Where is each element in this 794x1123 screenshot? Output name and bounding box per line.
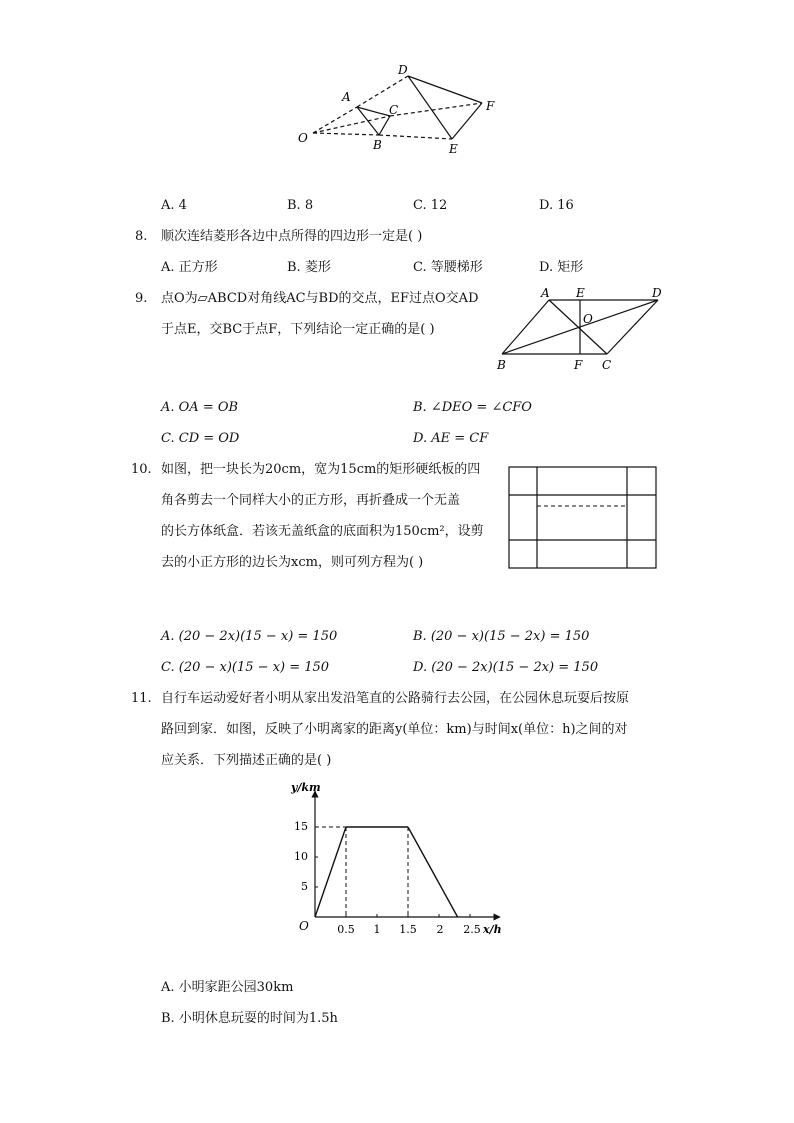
q10-option-b[interactable]: B. (20 − x)(15 − 2x) = 150 bbox=[413, 629, 590, 644]
q10-option-d[interactable]: D. (20 − 2x)(15 − 2x) = 150 bbox=[413, 660, 599, 675]
q8-option-b[interactable]: B. 菱形 bbox=[287, 260, 331, 275]
q10-option-a[interactable]: A. (20 − 2x)(15 − x) = 150 bbox=[161, 629, 338, 644]
q10-stem-line1: 如图，把一块长为20cm，宽为15cm的矩形硬纸板的四 bbox=[161, 462, 481, 477]
q10-number: 10. bbox=[131, 462, 152, 477]
q11-stem-line2: 路回到家．如图，反映了小明离家的距离y(单位：km)与时间x(单位：h)之间的对 bbox=[161, 722, 628, 737]
q7-option-c[interactable]: C. 12 bbox=[413, 198, 448, 213]
q7-option-d[interactable]: D. 16 bbox=[539, 198, 574, 213]
x-tick-1-5: 1.5 bbox=[399, 923, 417, 936]
q9-stem-line1: 点O为▱ABCD对角线AC与BD的交点，EF过点O交AD bbox=[161, 291, 479, 306]
q7-label-f: F bbox=[486, 99, 495, 113]
q8-stem: 顺次连结菱形各边中点所得的四边形一定是( ) bbox=[161, 229, 423, 244]
q9-option-a[interactable]: A. OA = OB bbox=[161, 400, 239, 415]
q7-label-o: O bbox=[298, 131, 308, 145]
q8-number: 8. bbox=[135, 229, 148, 244]
x-tick-1: 1 bbox=[373, 923, 381, 936]
q11-number: 11. bbox=[131, 691, 152, 706]
q7-option-b[interactable]: B. 8 bbox=[287, 198, 314, 213]
y-tick-5: 5 bbox=[301, 880, 308, 893]
q8-option-d[interactable]: D. 矩形 bbox=[539, 260, 584, 275]
q11-chart bbox=[285, 777, 510, 937]
x-tick-0-5: 0.5 bbox=[337, 923, 355, 936]
q7-option-a[interactable]: A. 4 bbox=[161, 198, 187, 213]
x-axis-label: x/h bbox=[483, 923, 502, 936]
q8-option-c[interactable]: C. 等腰梯形 bbox=[413, 260, 483, 275]
q10-figure bbox=[506, 464, 660, 572]
q9-option-c[interactable]: C. CD = OD bbox=[161, 431, 240, 446]
y-tick-10: 10 bbox=[294, 850, 308, 863]
y-tick-15: 15 bbox=[294, 820, 308, 833]
origin-label: O bbox=[299, 919, 309, 933]
q9-label-e: E bbox=[576, 286, 585, 300]
q7-label-d: D bbox=[398, 63, 408, 77]
q9-option-d[interactable]: D. AE = CF bbox=[413, 431, 489, 446]
y-axis-label: y/km bbox=[291, 781, 321, 794]
q9-label-o: O bbox=[583, 312, 593, 326]
q11-stem-line3: 应关系．下列描述正确的是( ) bbox=[161, 753, 332, 768]
series-segment-2 bbox=[408, 827, 458, 917]
q10-option-c[interactable]: C. (20 − x)(15 − x) = 150 bbox=[161, 660, 330, 675]
q9-label-a: A bbox=[541, 286, 550, 300]
q9-number: 9. bbox=[135, 291, 148, 306]
q7-label-e: E bbox=[449, 142, 458, 156]
q8-option-a[interactable]: A. 正方形 bbox=[161, 260, 218, 275]
x-tick-2-5: 2.5 bbox=[463, 923, 481, 936]
x-tick-2: 2 bbox=[436, 923, 444, 936]
series-segment-0 bbox=[315, 827, 346, 917]
q9-label-f: F bbox=[574, 358, 583, 372]
q7-figure bbox=[290, 58, 510, 163]
q10-stem-line4: 去的小正方形的边长为xcm，则可列方程为( ) bbox=[161, 555, 424, 570]
q9-figure bbox=[495, 285, 670, 375]
q11-option-b[interactable]: B. 小明休息玩耍的时间为1.5h bbox=[161, 1011, 338, 1026]
q11-stem-line1: 自行车运动爱好者小明从家出发沿笔直的公路骑行去公园，在公园休息玩耍后按原 bbox=[161, 691, 630, 706]
q7-label-b: B bbox=[373, 138, 382, 152]
q7-label-c: C bbox=[389, 103, 399, 117]
q9-option-b[interactable]: B. ∠DEO = ∠CFO bbox=[413, 400, 532, 415]
q11-option-a[interactable]: A. 小明家距公园30km bbox=[161, 980, 294, 995]
q9-label-c: C bbox=[602, 358, 612, 372]
q10-stem-line3: 的长方体纸盒．若该无盖纸盒的底面积为150cm²，设剪 bbox=[161, 524, 484, 539]
q9-label-d: D bbox=[652, 286, 662, 300]
q9-label-b: B bbox=[497, 358, 506, 372]
q9-stem-line2: 于点E，交BC于点F，下列结论一定正确的是( ) bbox=[161, 322, 435, 337]
q10-stem-line2: 角各剪去一个同样大小的正方形，再折叠成一个无盖 bbox=[161, 493, 461, 508]
q7-label-a: A bbox=[342, 90, 351, 104]
